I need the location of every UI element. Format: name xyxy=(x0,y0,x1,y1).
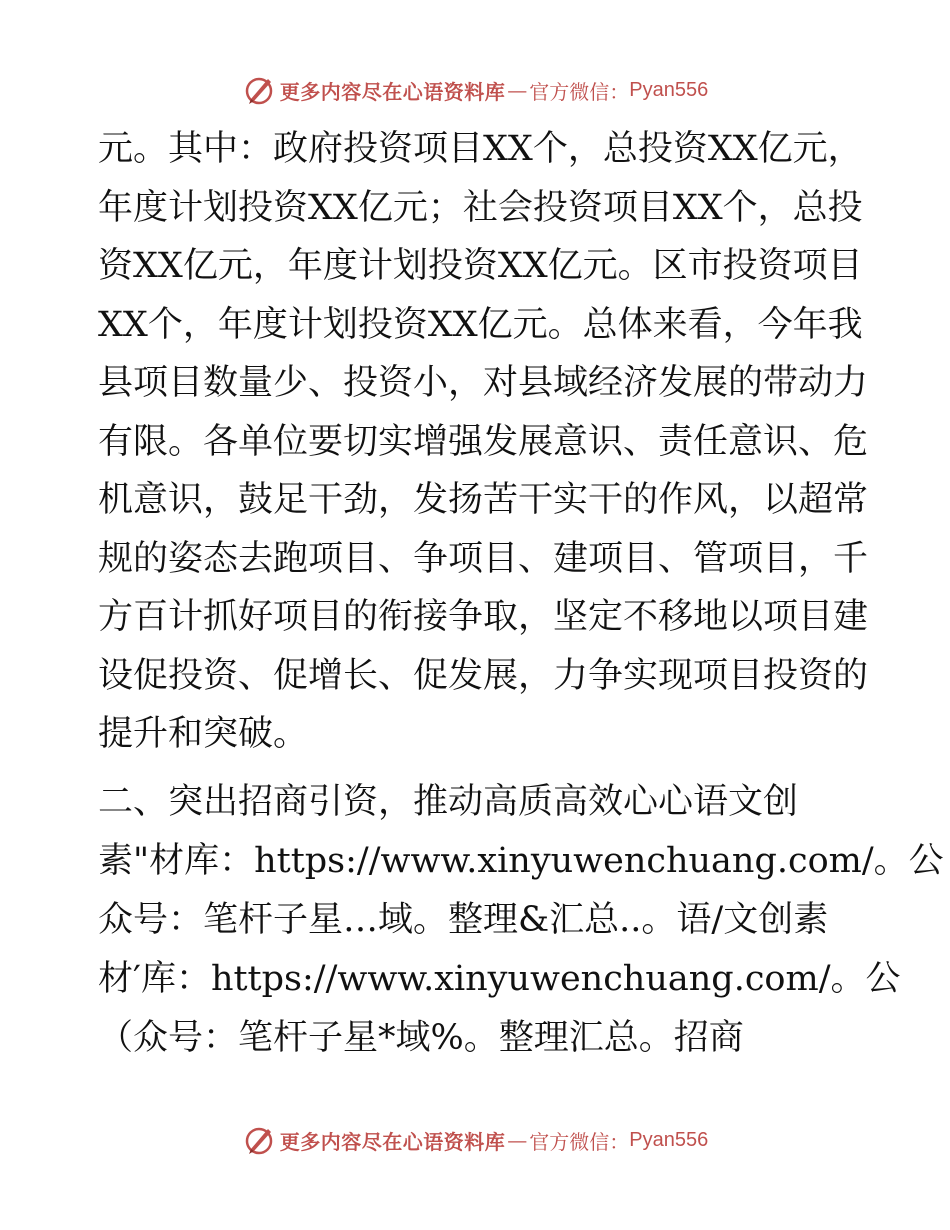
wechat-label: 官方微信： xyxy=(529,79,630,104)
section-heading: 二、突出招商引资，推动高质高效心心语文创 xyxy=(98,782,799,822)
wechat-label: 官方微信： xyxy=(529,1129,630,1154)
section-line: 素"材库：https://www.xinyuwenchuang.com/。公 xyxy=(98,841,944,881)
site-text: 更多内容尽在心语资料库 xyxy=(279,79,506,104)
paragraph-line: 元。其中：政府投资项目XX个，总投资XX亿元， xyxy=(98,129,863,169)
pen-logo-icon xyxy=(242,73,276,107)
pen-logo-icon xyxy=(242,1123,276,1157)
paragraph-line: 有限。各单位要切实增强发展意识、责任意识、危 xyxy=(98,421,869,462)
section-line: 材′库：https://www.xinyuwenchuang.com/。公 xyxy=(98,959,901,999)
paragraph-line: 方百计抓好项目的衔接争取，坚定不移地以项目建 xyxy=(98,597,869,637)
footer-banner xyxy=(0,1120,950,1160)
paragraph-line: 规的姿态去跑项目、争项目、建项目、管项目，千 xyxy=(98,538,869,579)
paragraph-line: 提升和突破。 xyxy=(98,714,309,754)
paragraph-line: 设促投资、促增长、促发展，力争实现项目投资的 xyxy=(98,655,869,696)
paragraph-line: XX个，年度计划投资XX亿元。总体来看，今年我 xyxy=(98,304,863,345)
header-banner xyxy=(0,70,950,110)
body-paragraph xyxy=(98,120,869,764)
wechat-id: Pyan556 xyxy=(629,1128,709,1151)
paragraph-line: 机意识，鼓足干劲，发扬苦干实干的作风，以超常 xyxy=(98,480,869,520)
paragraph-line: 年度计划投资XX亿元；社会投资项目XX个，总投 xyxy=(98,187,863,228)
paragraph-line: 县项目数量少、投资小，对县域经济发展的带动力 xyxy=(98,363,869,403)
banner-dash: — xyxy=(507,78,528,102)
paragraph-line: 资XX亿元，年度计划投资XX亿元。区市投资项目 xyxy=(98,246,863,286)
banner-dash: — xyxy=(507,1128,528,1152)
site-text: 更多内容尽在心语资料库 xyxy=(279,1129,506,1154)
wechat-id: Pyan556 xyxy=(629,78,709,101)
section-block xyxy=(98,773,944,1068)
section-line: 众号：笔杆子星…域。整理&汇总..。语/文创素 xyxy=(98,900,829,940)
section-line: （众号：笔杆子星*域%。整理汇总。招商 xyxy=(98,1018,744,1058)
